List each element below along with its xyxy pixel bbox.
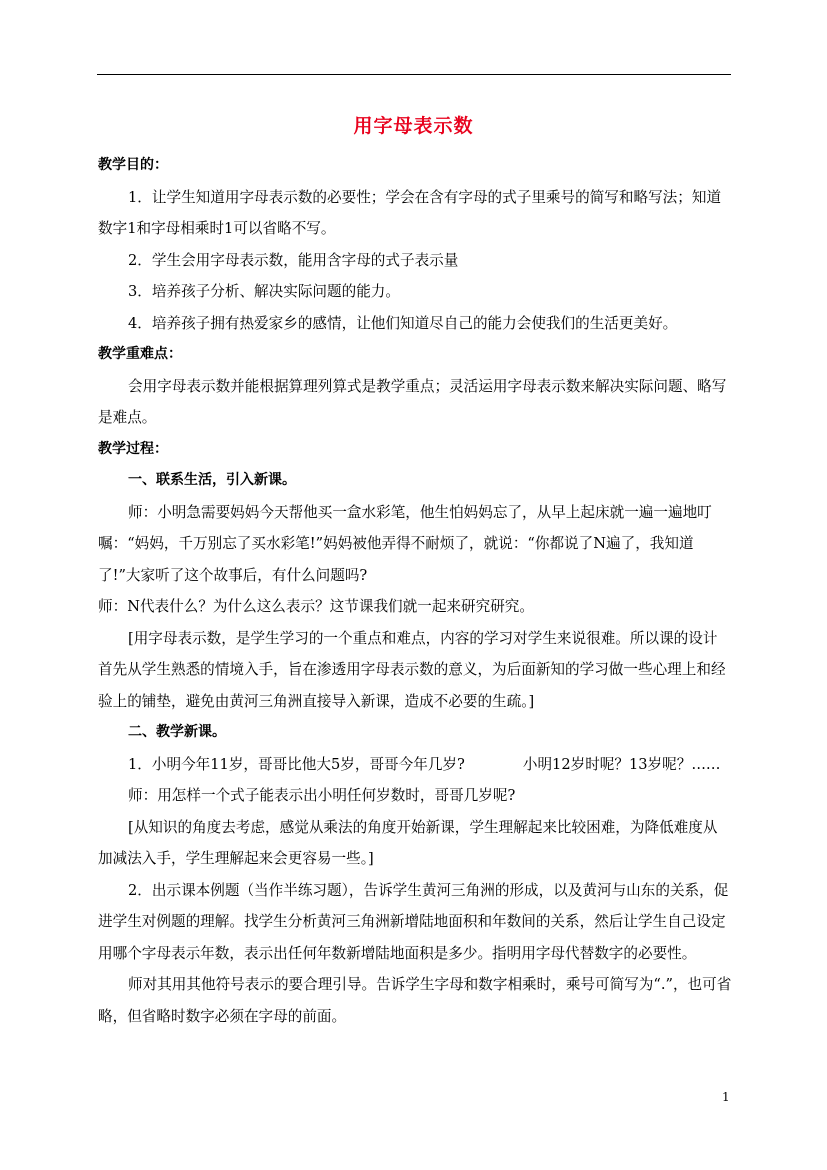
keypoints-heading: 教学重难点： xyxy=(98,346,182,362)
process-heading: 教学过程： xyxy=(98,440,168,457)
keypoints-text: 会用字母表示数并能根据算理列算式是教学重点；灵活运用字母表示数来解决实际问题、略写是难点。 xyxy=(98,377,727,426)
part1-note: [用字母表示数，是学生学习的一个重点和难点，内容的学习对学生来说很难。所以课的设计首先从学生熟悉的情境入手，旨在渗透用字母表示数的意义，为后面新知的学习做一些心理上和经验上的铺垫，避免由黄河三角洲直接导入新课，造成不必要的生疏。] xyxy=(98,629,726,710)
page-number: 1 xyxy=(722,1090,730,1104)
header-rule xyxy=(97,74,731,75)
part2-item1-followup: 小明12岁时呢？13岁呢？…… xyxy=(522,755,721,773)
part1-heading: 一、联系生活，引入新课。 xyxy=(128,472,296,488)
part2-heading: 二、教学新课。 xyxy=(128,724,226,740)
part2-item2: 2．出示课本例题（当作半练习题），告诉学生黄河三角洲的形成，以及黄河与山东的关系，促进学生对例题的理解。找学生分析黄河三角洲新增陆地面积和年数间的关系，然后让学生自己设定用哪个字母表示年数，表示出任何年数新增陆地面积是多少。指明用字母代替数字的必要性。 xyxy=(98,881,729,962)
objective-item: 2．学生会用字母表示数，能用含字母的式子表示量 xyxy=(128,251,459,269)
objectives-heading: 教学目的： xyxy=(98,157,168,173)
part1-question: 师：N代表什么？为什么这么表示？这节课我们就一起来研究研究。 xyxy=(98,598,534,615)
objective-item: 4．培养孩子拥有热爱家乡的感情，让他们知道尽自己的能力会使我们的生活更美好。 xyxy=(128,314,678,332)
part2-note: [从知识的角度去考虑，感觉从乘法的角度开始新课，学生理解起来比较困难，为降低难度从加减法入手，学生理解起来会更容易一些。] xyxy=(98,818,718,867)
part2-question: 师：用怎样一个式子能表示出小明任何岁数时，哥哥几岁呢? xyxy=(128,787,516,804)
document-body xyxy=(98,150,732,1032)
objective-item: 1．让学生知道用字母表示数的必要性；学会在含有字母的式子里乘号的简写和略写法；知道数字1和字母相乘时1可以省略不写。 xyxy=(98,188,722,237)
part1-story: 师：小明急需要妈妈今天帮他买一盒水彩笔，他生怕妈妈忘了，从早上起床就一遍一遍地叮嘱：“妈妈，千万别忘了买水彩笔!”妈妈被他弄得不耐烦了，就说：“你都说了N遍了，我知道了!”大家听了这个故事后，有什么问题吗? xyxy=(98,503,712,584)
document-title: 用字母表示数 xyxy=(353,115,474,137)
part2-item1-question: 1．小明今年11岁，哥哥比他大5岁，哥哥今年几岁? xyxy=(128,755,465,773)
objective-item: 3．培养孩子分析、解决实际问题的能力。 xyxy=(128,283,400,300)
part2-guidance: 师对其用其他符号表示的要合理引导。告诉学生字母和数字相乘时，乘号可简写为“.”，也可省略，但省略时数字必须在字母的前面。 xyxy=(98,976,732,1025)
part2-item1 xyxy=(98,749,732,781)
